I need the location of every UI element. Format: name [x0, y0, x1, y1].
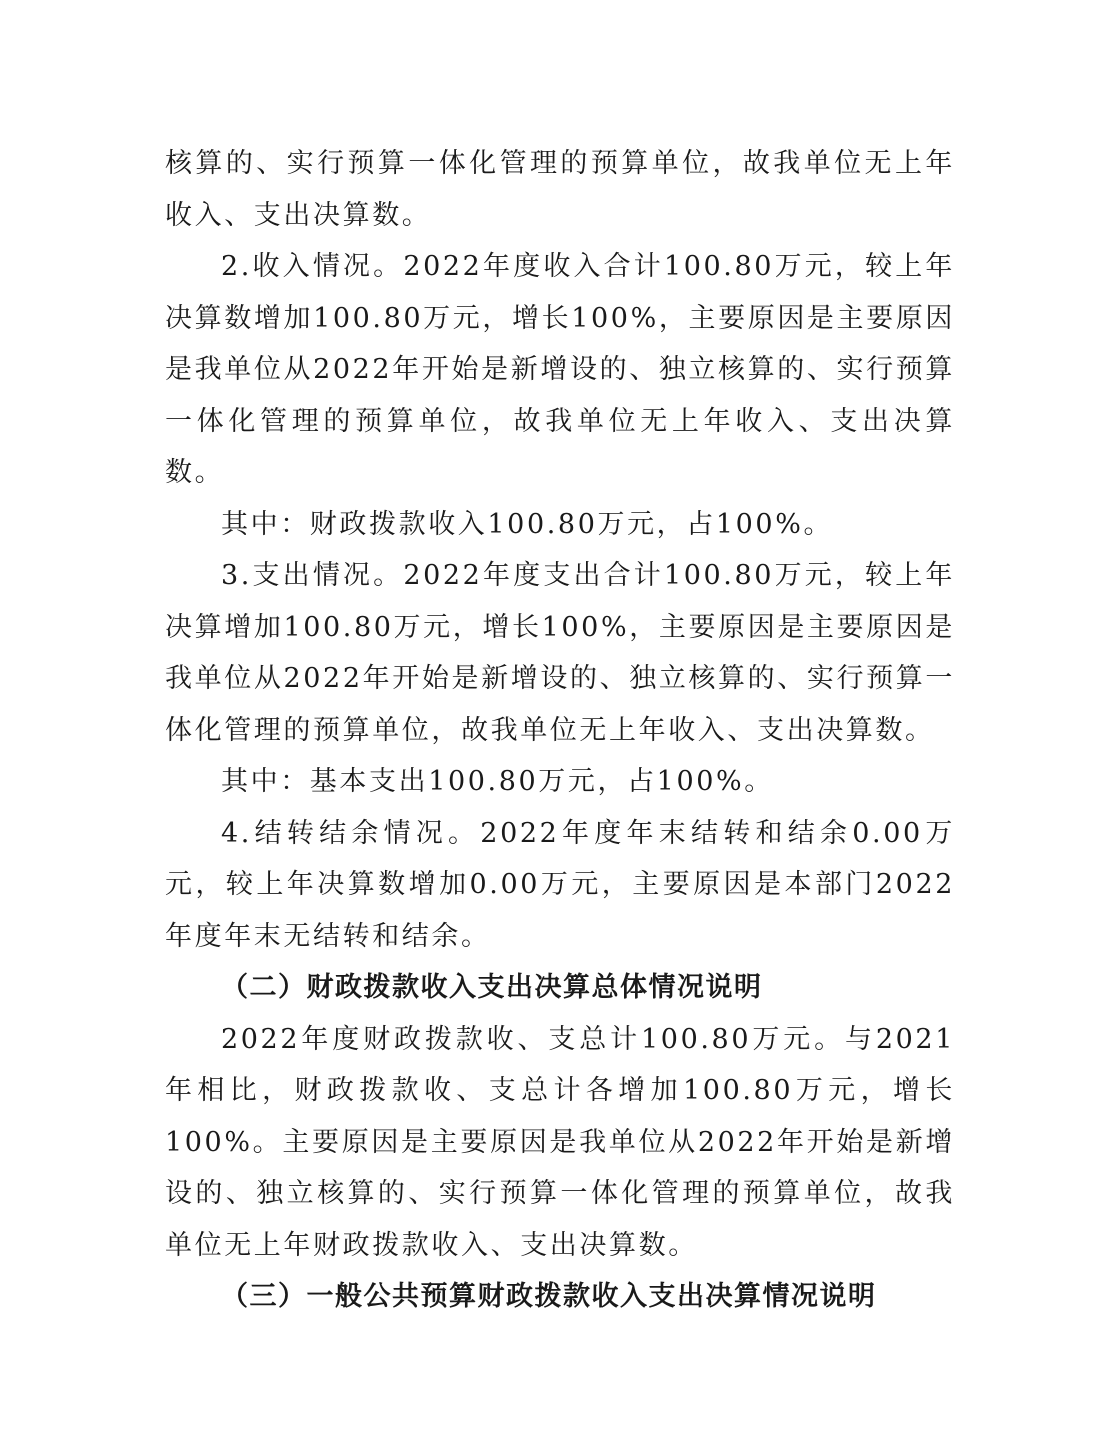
- paragraph-fiscal-overview: 2022年度财政拨款收、支总计100.80万元。与2021年相比，财政拨款收、支总计各增加100.80万元，增长100%。主要原因是主要原因是我单位从2022年开始是新增设的、独立核算的、实行预算一体化管理的预算单位，故我单位无上年财政拨款收入、支出决算数。: [165, 1023, 955, 1261]
- paragraph-expenditure: 3.支出情况。2022年度支出合计100.80万元，较上年决算增加100.80万元，增长100%，主要原因是主要原因是我单位从2022年开始是新增设的、独立核算的、实行预算一体化管理的预算单位，故我单位无上年收入、支出决算数。: [165, 560, 955, 746]
- paragraph-income: 2.收入情况。2022年度收入合计100.80万元，较上年决算数增加100.80万元，增长100%，主要原因是主要原因是我单位从2022年开始是新增设的、独立核算的、实行预算一体化管理的预算单位，故我单位无上年收入、支出决算数。: [165, 251, 955, 488]
- paragraph-continuation: 核算的、实行预算一体化管理的预算单位，故我单位无上年收入、支出决算数。: [165, 148, 955, 231]
- paragraph-expenditure-detail: 其中：基本支出100.80万元，占100%。: [221, 766, 774, 797]
- paragraph-income-detail: 其中：财政拨款收入100.80万元，占100%。: [221, 508, 834, 540]
- document-body: [165, 138, 955, 1323]
- paragraph-carryover: 4.结转结余情况。2022年度年末结转和结余0.00万元，较上年决算数增加0.00万元，主要原因是本部门2022年度年末无结转和结余。: [165, 817, 955, 952]
- section-heading-2: （二）财政拨款收入支出决算总体情况说明: [221, 972, 763, 1003]
- section-heading-3: （三）一般公共预算财政拨款收入支出决算情况说明: [221, 1281, 877, 1312]
